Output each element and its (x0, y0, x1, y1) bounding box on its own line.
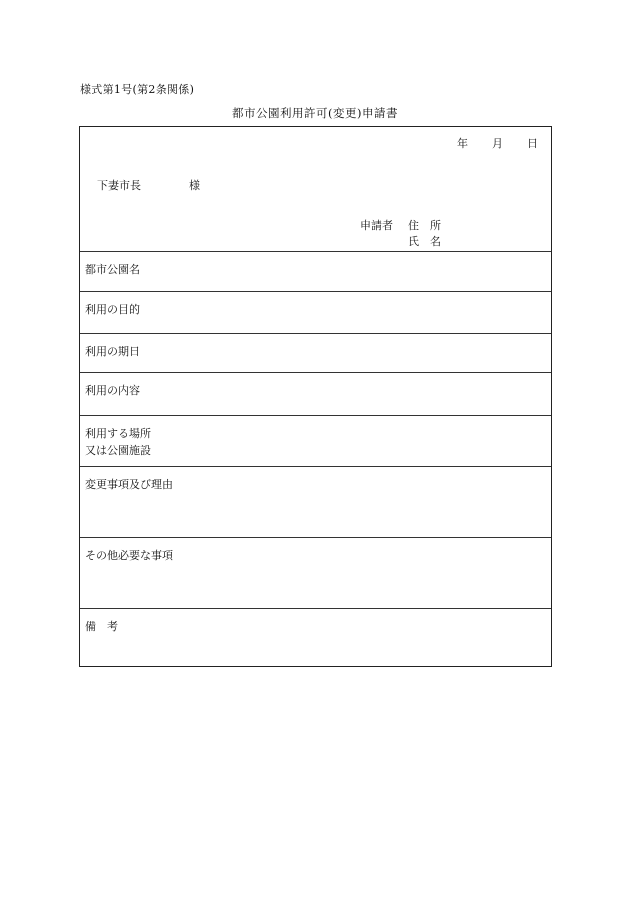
purpose-label: 利用の目的 (85, 303, 140, 316)
remarks-label: 備 考 (85, 620, 118, 633)
purpose-row (80, 292, 551, 334)
change-reason-row (80, 467, 551, 538)
applicant-label: 申請者 (360, 219, 393, 232)
date-year-label: 年 (457, 137, 468, 150)
park-name-row (80, 252, 551, 292)
other-matters-label: その他必要な事項 (85, 549, 173, 562)
usage-place-row (80, 416, 551, 467)
change-reason-label: 変更事項及び理由 (85, 478, 173, 491)
date-month-label: 月 (492, 137, 503, 150)
usage-content-label: 利用の内容 (85, 384, 140, 397)
document-title: 都市公園利用許可(変更)申請書 (232, 106, 398, 120)
usage-date-row (80, 334, 551, 373)
application-form-table (79, 126, 552, 667)
remarks-row (80, 609, 551, 666)
honorific-label: 様 (189, 179, 200, 192)
addressee-label: 下妻市長 (97, 179, 141, 192)
usage-content-row (80, 373, 551, 416)
date-day-label: 日 (527, 137, 538, 150)
name-label: 氏 名 (408, 235, 441, 248)
usage-place-label: 利用する場所 又は公園施設 (85, 427, 151, 457)
address-label: 住 所 (408, 219, 441, 232)
form-number-label: 様式第1号(第2条関係) (80, 83, 195, 96)
other-matters-row (80, 538, 551, 609)
park-name-label: 都市公園名 (85, 263, 140, 276)
header-section (80, 127, 551, 252)
usage-date-label: 利用の期日 (85, 345, 140, 358)
